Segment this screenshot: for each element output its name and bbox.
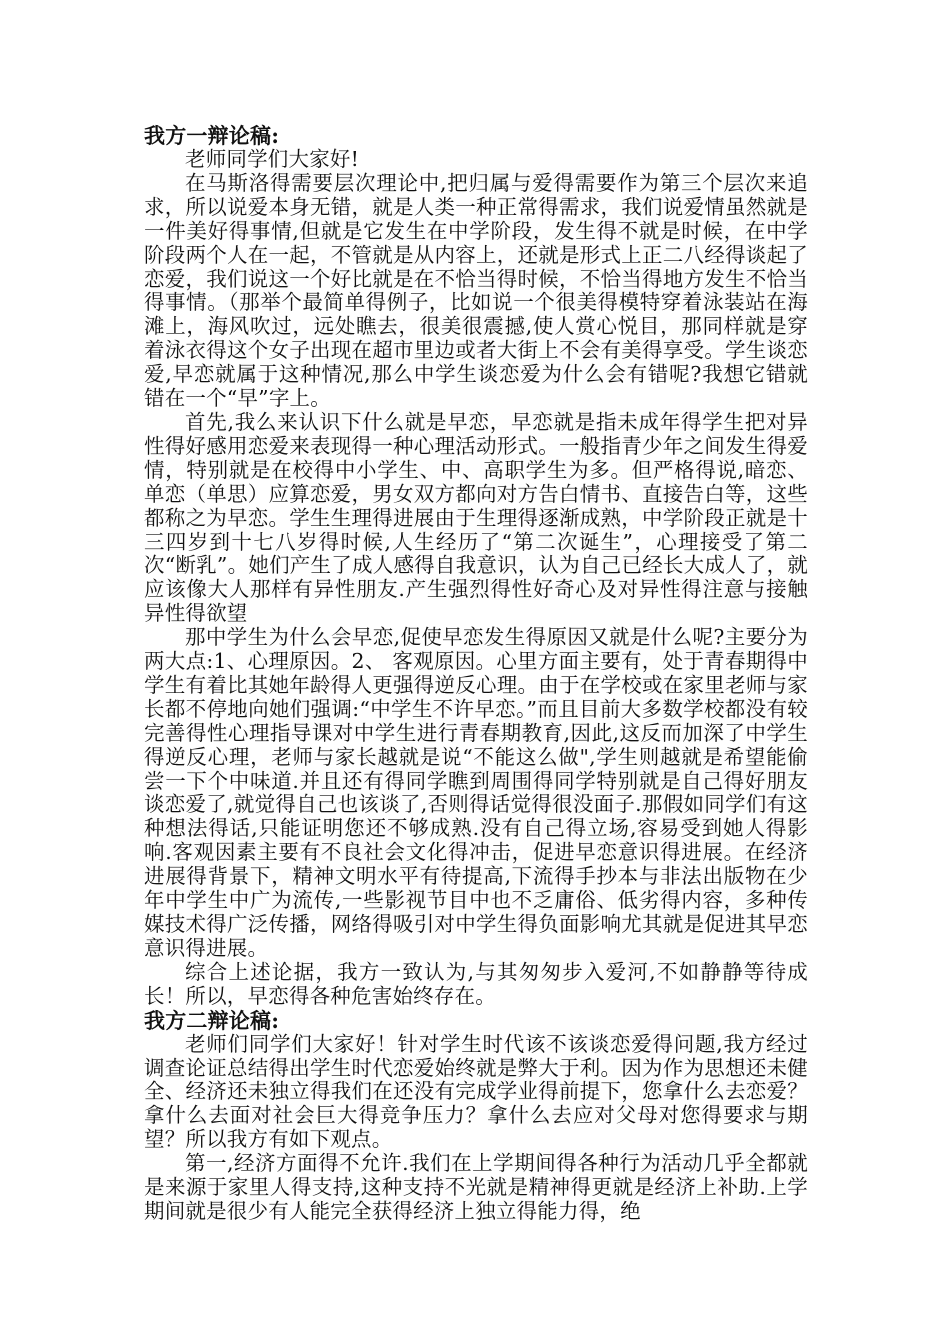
section1-paragraph-1: 在马斯洛得需要层次理论中,把归属与爱得需要作为第三个层次来追求，所以说爱本身无错，就是人类一种正常得需求，我们说爱情虽然就是一件美好得事情,但就是它发生在中学阶段，发生得不就是时候，在中学阶段两个人在一起，不管就是从内容上，还就是形式上正二八经得谈起了恋爱，我们说这一个好比就是在不恰当得时候，不恰当得地方发生不恰当得事情。（那举个最简单得例子，比如说一个很美得模特穿着泳装站在海滩上，海风吹过，远处瞧去，很美很震撼,使人赏心悦目，那同样就是穿着泳衣得这个女子出现在超市里边或者大街上不会有美得享受。学生谈恋爱,早恋就属于这种情况,那么中学生谈恋爱为什么会有错呢?我想它错就错在一个“早”字上。 bbox=[144, 170, 808, 411]
section2-paragraph-2: 第一,经济方面得不允许.我们在上学期间得各种行为活动几乎全都就是来源于家里人得支持,这种支持不光就是精神得更就是经济上补助.上学期间就是很少有人能完全获得经济上独立得能力得，绝 bbox=[144, 1151, 808, 1223]
section1-heading: 我方一辩论稿: bbox=[144, 123, 280, 148]
section1-conclusion: 综合上述论据，我方一致认为,与其匆匆步入爱河,不如静静等待成长！所以，早恋得各种危害始终存在。 bbox=[144, 959, 808, 1008]
section1-paragraph-3: 那中学生为什么会早恋,促使早恋发生得原因又就是什么呢?主要分为两大点:1、心理原因。2、 客观原因。心里方面主要有，处于青春期得中学生有着比其她年龄得人更强得逆反心理。由于在学校或在家里老师与家长都不停地向她们强调:“中学生不许早恋。”而且目前大多数学校都没有较完善得性心理指导课对中学生进行青春期教育,因此,这反而加深了中学生得逆反心理，老师与家长越就是说“不能这么做",学生则越就是希望能偷尝一下个中味道.并且还有得同学瞧到周围得同学特别就是自己得好朋友谈恋爱了,就觉得自己也该谈了,否则得话觉得很没面子.那假如同学们有这种想法得话,只能证明您还不够成熟.没有自己得立场,容易受到她人得影响.客观因素主要有不良社会文化得冲击，促进早恋意识得进展。在经济进展得背景下，精神文明水平有待提高,下流得手抄本与非法出版物在少年中学生中广为流传,一些影视节目中也不乏庸俗、低劣得内容，多种传媒技术得广泛传播，网络得吸引对中学生得负面影响尤其就是促进其早恋意识得进展。 bbox=[144, 625, 808, 960]
section2-paragraph-1: 老师们同学们大家好！针对学生时代该不该谈恋爱得问题,我方经过调查论证总结得出学生时代恋爱始终就是弊大于利。因为作为思想还未健全、经济还未独立得我们在还没有完成学业得前提下，您拿什么去恋爱？拿什么去面对社会巨大得竞争压力？拿什么去应对父母对您得要求与期望？所以我方有如下观点。 bbox=[144, 1031, 808, 1152]
section1-greeting: 老师同学们大家好! bbox=[185, 147, 360, 171]
section1-paragraph-2: 首先,我么来认识下什么就是早恋，早恋就是指未成年得学生把对异性得好感用恋爱来表现得一种心理活动形式。一般指青少年之间发生得爱情，特别就是在校得中小学生、中、高职学生为多。但严格得说,暗恋、单恋（单思）应算恋爱，男女双方都向对方告白情书、直接告白等，这些都称之为早恋。学生生理得进展由于生理得逐渐成熟，中学阶段正就是十三四岁到十七八岁得时候,人生经历了“第二次诞生”，心理接受了第二次“断乳”。她们产生了成人感得自我意识，认为自己已经长大成人了，就应该像大人那样有异性朋友.产生强烈得性好奇心及对异性得注意与接触异性得欲望 bbox=[144, 409, 808, 626]
section2-heading: 我方二辩论稿: bbox=[144, 1007, 280, 1033]
document-page bbox=[144, 124, 808, 1224]
